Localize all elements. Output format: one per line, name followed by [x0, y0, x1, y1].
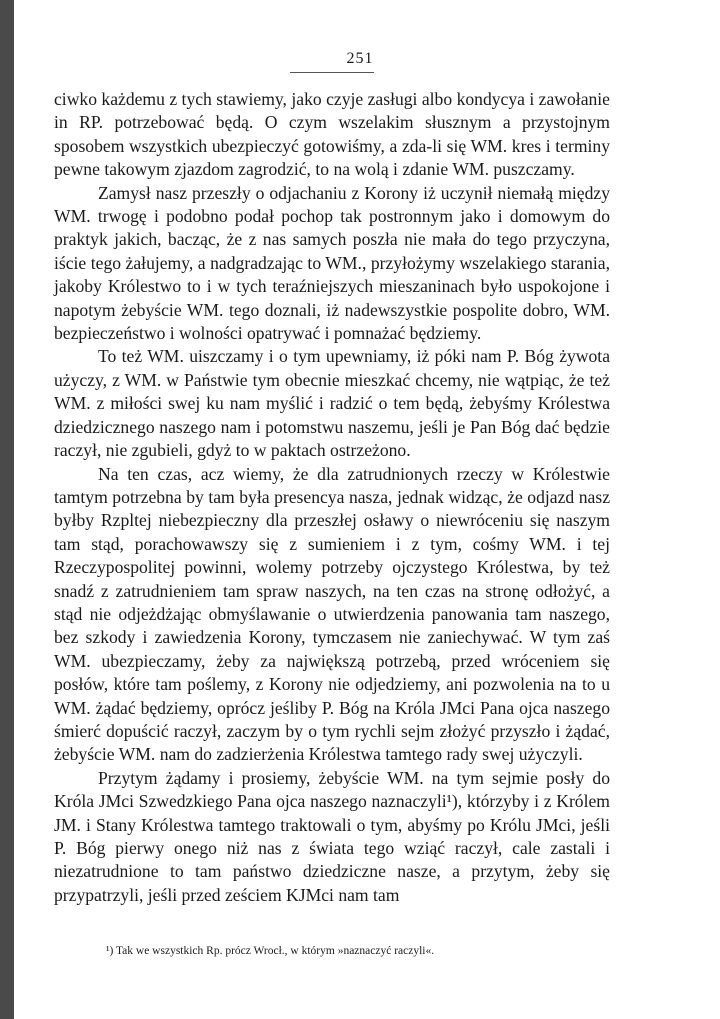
paragraph: Przytym żądamy i prosiemy, żebyście WM. na tym sejmie posły do Króla JMci Szwedzkiego Pana ojca naszego naznaczyli¹), którzyby i z Królem JM. i Stany Królestwa tamtego traktowali o tym, abyśmy po Królu JMci, jeśli P. Bóg pierwy onego niż nas z świata tego wziąć raczył, cale zastali i niezatrudnione to tam państwo dziedziczne nasze, a przytym, żeby się przypatrzyli, jeśli przed ześciem KJMci nam tam — [54, 767, 610, 905]
paragraph: To też WM. uiszczamy i o tym upewniamy, iż póki nam P. Bóg żywota użyczy, z WM. w Państwie tym obecnie mieszkać chcemy, nie wątpiąc, że też WM. z miłości swej ku nam myślić i radzić o tem będą, żebyśmy Królestwa dziedzicznego naszego nam i potomstwu naszemu, jeśli je Pan Bóg dać będzie raczył, nie zgubieli, gdyż to w paktach ostrzeżono. — [54, 346, 610, 461]
page-number: 251 — [346, 50, 374, 67]
scan-left-edge — [0, 0, 14, 1019]
paragraph: Na ten czas, acz wiemy, że dla zatrudnionych rzeczy w Królestwie tamtym potrzebna by tam była presencya nasza, jednak widząc, że odjazd nasz byłby Rzpltej niebezpieczny dla przeszłej osławy o niewróceniu się naszym tam stąd, porachowawszy się z sumieniem i z tym, cośmy WM. i tej Rzeczypospolitej powinni, wolemy potrzeby ojczystego Królestwa, by też snadź z zatrudnieniem tam spraw naszych, na ten czas na stronę odłożyć, a stąd nie odjeżdżając obmyślawanie o utwierdzenia panowania tam naszego, bez szkody i zawiedzenia Korony, tymczasem nie zaniechywać. W tym zaś WM. ubezpieczamy, żeby za największą potrzebą, przed wróceniem się posłów, które tam poślemy, z Korony nie odjedziemy, ani pozwolenia na to u WM. żądać będziemy, oprócz jeśliby P. Bóg na Króla JMci Pana ojca naszego śmierć dopuścić raczył, zaczym by o tym rychli sejm złożyć przyszło i żądać, żebyście WM. nam do zadzierżenia Królestwa tamtego rady swej użyczyli. — [54, 463, 610, 765]
body-text — [54, 88, 610, 907]
footnote: ¹) Tak we wszystkich Rp. prócz Wrocł., w którym »naznaczyć raczyli«. — [106, 945, 435, 957]
page-number-rule — [290, 72, 374, 73]
paragraph: Zamysł nasz przeszły o odjachaniu z Korony iż uczynił niemałą między WM. trwogę i podobno podał pochop tak postronnym jako i domowym do praktyk jakich, bacząc, że z nas samych poszła nie mała do tego przyczyna, iście tego żałujemy, a nadgradzając to WM., przyłożymy wszelakiego starania, jakoby Królestwo to i w tych teraźniejszych mieszaninach było uspokojone i napotym żebyście WM. tego doznali, iż nadewszystkie pospolite dobro, WM. bezpieczeństwo i wolności opatrywać i pomnażać będziemy. — [54, 182, 610, 344]
paragraph: ciwko każdemu z tych stawiemy, jako czyje zasługi albo kondycya i zawołanie in RP. potrzebować będą. O czym wszelakim słusznym a przystojnym sposobem wszystkich ubezpieczyć gotowiśmy, a zda-li się WM. kres i terminy pewne takowym zjazdom zagrodzić, to na wolą i zdanie WM. puszczamy. — [54, 89, 610, 180]
